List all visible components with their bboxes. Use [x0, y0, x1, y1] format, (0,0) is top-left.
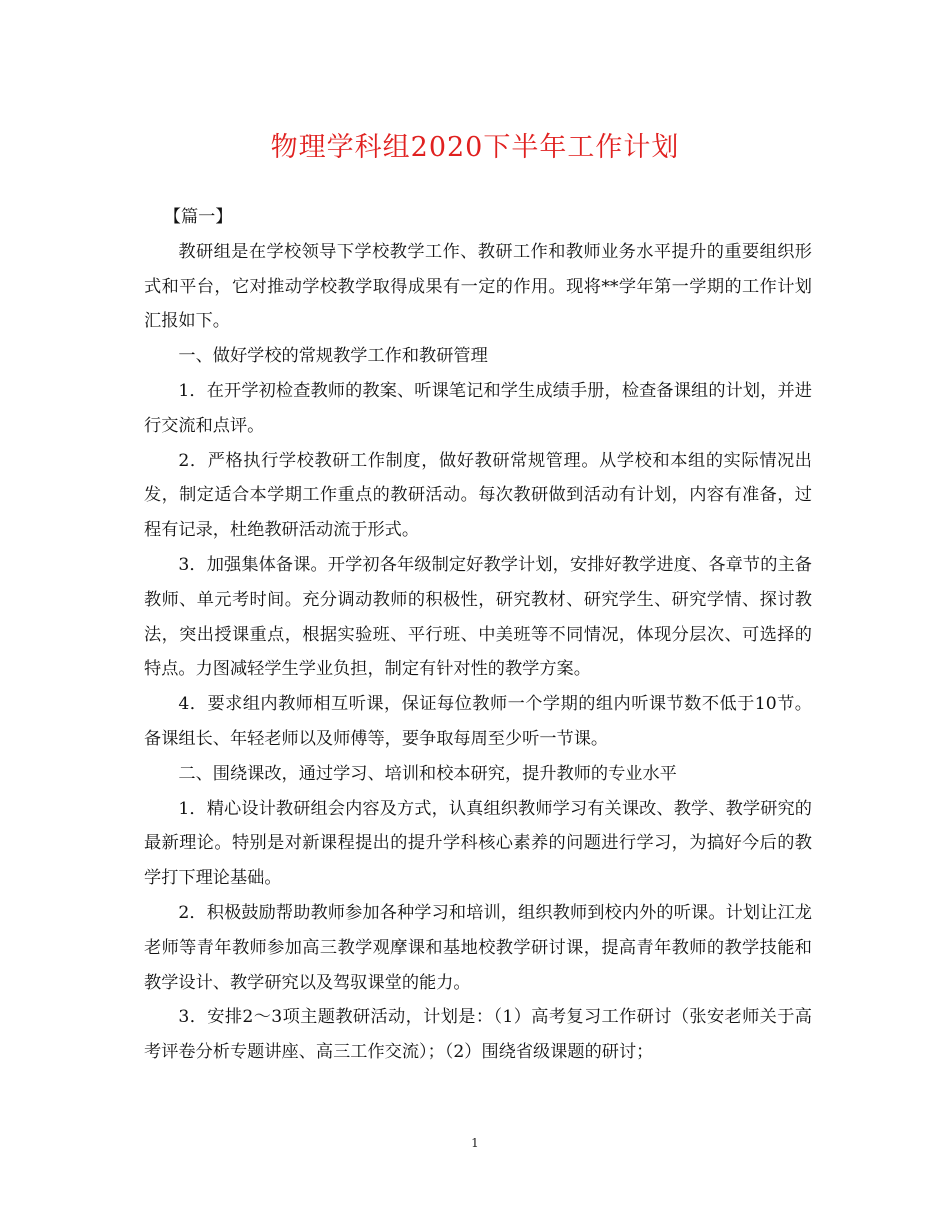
- paragraph-1-4: 4．要求组内教师相互听课，保证每位教师一个学期的组内听课节数不低于10节。备课组长、年轻老师以及师傅等，要争取每周至少听一节课。: [144, 694, 812, 749]
- document-body: [144, 200, 812, 1070]
- paragraph-2-2: 2．积极鼓励帮助教师参加各种学习和培训，组织教师到校内外的听课。计划让江龙老师等青年教师参加高三教学观摩课和基地校教学研讨课，提高青年教师的教学技能和教学设计、教学研究以及驾驭课堂的能力。: [144, 902, 812, 993]
- section-heading-1: 一、做好学校的常规教学工作和教研管理: [178, 346, 488, 367]
- section-heading-2: 二、围绕课改，通过学习、培训和校本研究，提升教师的专业水平: [178, 763, 677, 784]
- paragraph-2-3: 3．安排2～3项主题教研活动，计划是：（1）高考复习工作研讨（张安老师关于高考评卷分析专题讲座、高三工作交流）；（2）围绕省级课题的研讨；: [144, 1007, 812, 1063]
- paragraph-1-2: 2．严格执行学校教研工作制度，做好教研常规管理。从学校和本组的实际情况出发，制定适合本学期工作重点的教研活动。每次教研做到活动有计划，内容有准备，过程有记录，杜绝教研活动流于形式。: [144, 450, 812, 541]
- page-number: 1: [471, 1136, 479, 1150]
- paragraph-2-1: 1．精心设计教研组会内容及方式，认真组织教师学习有关课改、教学、教学研究的最新理论。特别是对新课程提出的提升学科核心素养的问题进行学习，为搞好今后的教学打下理论基础。: [144, 798, 812, 889]
- document-title: 物理学科组2020下半年工作计划: [270, 132, 680, 163]
- paragraph-1-1: 1．在开学初检查教师的教案、听课笔记和学生成绩手册，检查备课组的计划，并进行交流和点评。: [144, 380, 812, 436]
- paragraph-intro: 教研组是在学校领导下学校教学工作、教研工作和教师业务水平提升的重要组织形式和平台，它对推动学校教学取得成果有一定的作用。现将**学年第一学期的工作计划汇报如下。: [144, 241, 812, 332]
- paragraph-1-3: 3．加强集体备课。开学初各年级制定好教学计划，安排好教学进度、各章节的主备教师、单元考时间。充分调动教师的积极性，研究教材、研究学生、研究学情、探讨教法，突出授课重点，根据实验班、平行班、中美班等不同情况，体现分层次、可选择的特点。力图减轻学生学业负担，制定有针对性的教学方案。: [144, 554, 812, 680]
- section-label: 【篇一】: [163, 207, 233, 227]
